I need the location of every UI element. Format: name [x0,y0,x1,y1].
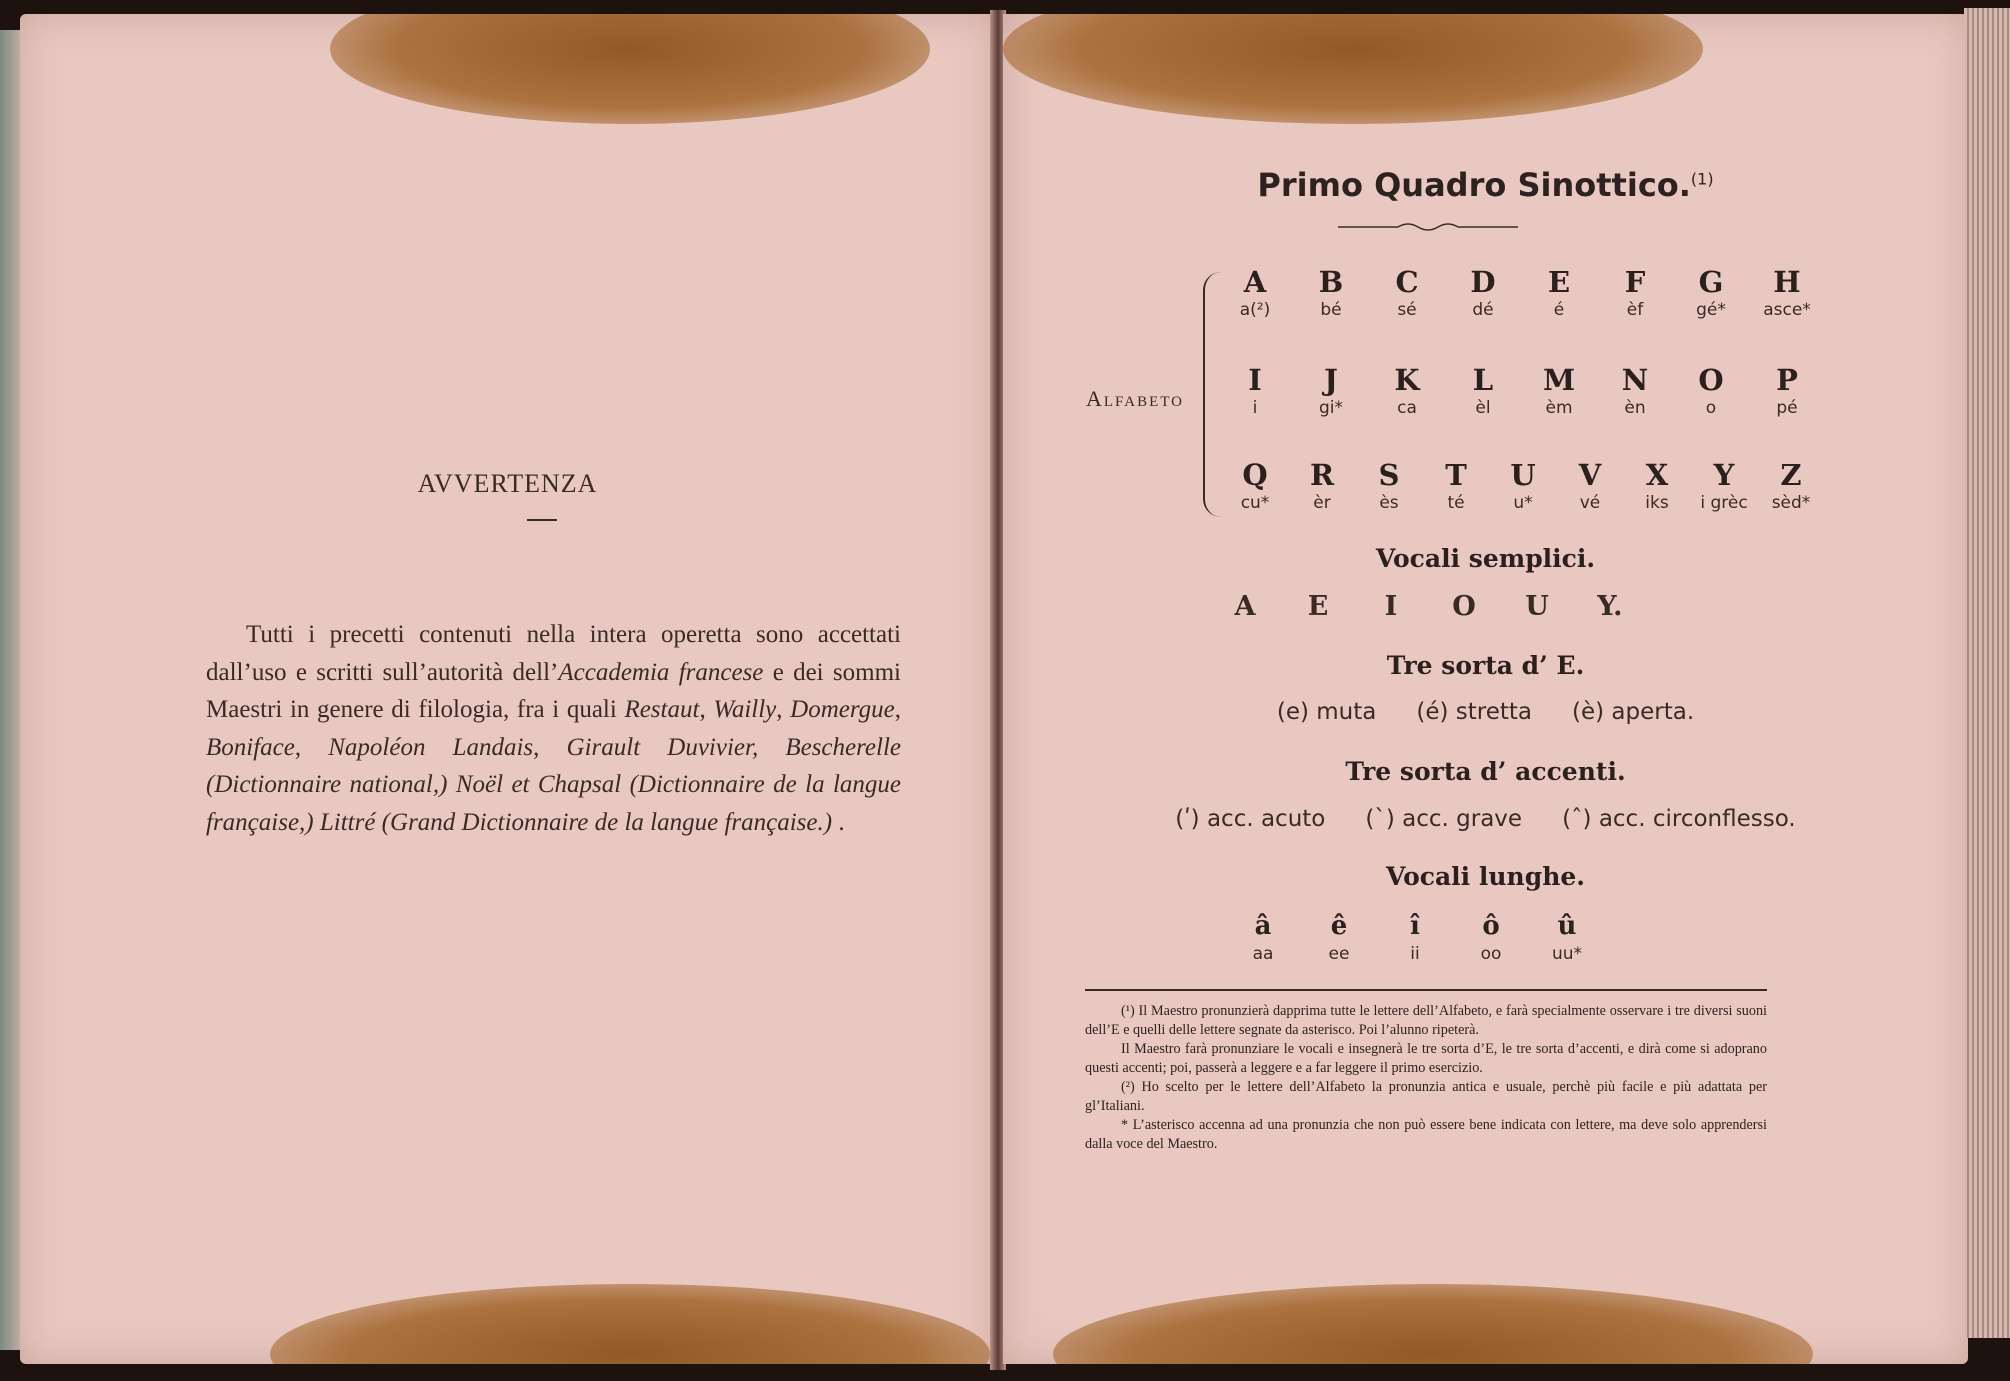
text-segment: , [533,733,567,761]
alphabet-letter-cell [1529,266,1589,322]
italic-segment: Boniface [206,733,295,761]
letter: C [1395,265,1419,299]
letter: Y [1713,458,1735,492]
footnote: (²) Ho scelto per le lettere dell’Alfabeto la pronunzia antica e usuale, perchè più facile e più adattata per gl’Italiani. [1085,1079,1767,1114]
list-item: (e) muta [1276,699,1377,725]
alphabet-letter-cell [1453,266,1513,322]
water-stain [1003,14,1703,124]
alphabet-letter-cell [1225,364,1285,420]
text-segment: . [832,808,845,836]
right-page [1003,14,1968,1364]
long-vowel-cell [1461,910,1521,966]
alphabet-label: Alfabeto [1086,386,1185,411]
list-item: (ˆ) acc. circonflesso. [1562,806,1796,832]
long-vowel-cell [1385,910,1445,966]
alphabet-letter-cell [1225,266,1285,322]
text-segment: Tutti i precetti contenuti nella intera operetta sono accettati dall’uso e scritti sull’autorità dell’ [206,621,901,686]
letter: G [1698,265,1724,299]
water-stain [270,1284,990,1364]
long-vowel-cell [1233,910,1293,966]
text-segment: , [894,696,902,723]
pronunciation: uu* [1551,944,1583,964]
list-item: (é) stretta [1416,699,1532,725]
pronunciation: é [1553,300,1565,320]
italic-segment: Wailly [713,696,777,723]
letter: M [1542,363,1576,397]
alphabet-brace [1203,272,1225,517]
tre-sorta-accenti-heading: Tre sorta d’ accenti. [1345,757,1626,786]
long-vowel: û [1557,911,1577,941]
alphabet-letter-cell [1292,459,1352,515]
pronunciation: sèd* [1771,493,1811,513]
long-vowel: ê [1330,911,1348,941]
long-vowel: â [1254,911,1272,941]
vowel: E [1307,591,1329,622]
left-page [20,14,995,1364]
pronunciation: èl [1475,398,1491,418]
vowel: A [1234,591,1256,622]
pronunciation: ès [1379,493,1399,513]
pronunciation: u* [1513,493,1533,513]
water-stain [330,14,930,124]
letter: E [1547,265,1571,299]
letter: S [1378,458,1400,492]
letter: T [1445,458,1467,492]
advertenza-paragraph [206,616,901,841]
pronunciation: èf [1626,300,1644,320]
alphabet-letter-cell [1605,364,1665,420]
italic-segment: Restaut [624,696,700,723]
alphabet-letter-cell [1694,459,1754,515]
vocali-semplici-heading: Vocali semplici. [1375,544,1596,573]
text-segment: , [699,696,714,723]
letter: D [1470,265,1496,299]
vowel: U [1525,591,1549,622]
pronunciation: té [1447,493,1465,513]
italic-segment: Girault Duvivier, Bescherelle (Dictionnaire national,) Noël et Chapsal (Dictionnaire de la langue française,) Littré (Grand Dictionnaire de la langue française.) [206,733,902,836]
alphabet-letter-cell [1301,364,1361,420]
pronunciation: oo [1480,944,1502,964]
pronunciation: cu* [1240,493,1270,513]
pronunciation: sé [1397,300,1417,320]
pronunciation: bé [1320,300,1342,320]
pronunciation: aa [1252,944,1274,964]
long-vowel-cell [1537,910,1597,966]
letter: V [1578,458,1602,492]
vowel: I [1384,591,1398,622]
pronunciation: iks [1645,493,1669,513]
tre-sorta-e-list [1003,699,1968,725]
letter: B [1318,265,1344,299]
alphabet-letter-cell [1225,459,1285,515]
letter: P [1776,363,1798,397]
alphabet-letter-cell [1377,266,1437,322]
water-stain [1053,1284,1813,1364]
letter: F [1624,265,1646,299]
pronunciation: gi* [1318,398,1343,418]
pronunciation: i [1252,398,1258,418]
pronunciation: gé* [1696,300,1726,320]
alphabet-letter-cell [1359,459,1419,515]
alphabet-letter-cell [1757,266,1817,322]
pronunciation: èr [1313,493,1331,513]
pronunciation: dé [1472,300,1494,320]
advertenza-body [206,616,901,841]
italic-segment: Domergue [790,696,895,723]
pronunciation: èm [1545,398,1573,418]
alphabet-letter-cell [1681,266,1741,322]
alphabet-letter-cell [1761,459,1821,515]
list-item: (ʹ) acc. acuto [1175,806,1326,832]
letter: I [1248,363,1262,397]
footnotes [1085,1002,1767,1154]
alphabet-letter-cell [1627,459,1687,515]
alphabet-letter-cell [1301,266,1361,322]
pronunciation: èn [1624,398,1646,418]
footnote: (¹) Il Maestro pronunzierà dapprima tutte le lettere dell’Alfabeto, e farà specialmente osservare i tre diversi suoni dell’E e quelli delle lettere segnate da asterisco. Poi l’alunno ripeterà. [1085,1003,1767,1038]
alphabet-letter-cell [1560,459,1620,515]
letter: K [1394,363,1420,397]
heading-rule [527,519,557,521]
vowel: O [1452,591,1476,622]
letter: R [1309,458,1335,492]
long-vowel-cell [1309,910,1369,966]
pronunciation: i grèc [1700,493,1748,513]
vocali-lunghe-heading: Vocali lunghe. [1385,862,1585,891]
pronunciation: pé [1776,398,1798,418]
alphabet-letter-cell [1529,364,1589,420]
letter: A [1243,265,1267,299]
page-title [1003,166,1968,204]
page-edges-right [1964,8,2010,1338]
tre-sorta-accenti-list [1003,806,1968,832]
advertenza-heading: AVVERTENZA [417,469,598,498]
title-ornament [1338,221,1518,233]
vowel: Y. [1597,591,1623,622]
pronunciation: a(²) [1239,300,1271,320]
alphabet-letter-cell [1426,459,1486,515]
list-item: (è) aperta. [1572,699,1695,725]
long-vowel: î [1410,911,1420,941]
footnote-rule [1085,989,1767,991]
tre-sorta-e-heading: Tre sorta d’ E. [1386,651,1585,680]
pronunciation: o [1705,398,1717,418]
alphabet-letter-cell [1681,364,1741,420]
text-segment: , [776,696,791,723]
letter: L [1472,363,1494,397]
long-vowel: ô [1482,911,1500,941]
letter: N [1621,363,1649,397]
pronunciation: ca [1397,398,1417,418]
text-segment: , [294,733,329,761]
footnote: Il Maestro farà pronunziare le vocali e insegnerà le tre sorta d’E, le tre sorta d’accenti, e dirà come si adoprano questi accenti; poi, passerà a leggere e a far leggere il primo esercizio. [1085,1041,1767,1076]
pronunciation: vé [1579,493,1601,513]
letter: J [1324,363,1338,397]
italic-segment: Accademia francese [558,658,764,686]
letter: O [1698,363,1724,397]
footnote: * L’asterisco accenna ad una pronunzia che non può essere bene indicata con lettere, ma deve solo apprendersi dalla voce del Maestro. [1085,1117,1767,1152]
title-text: Primo Quadro Sinottico. [1257,166,1691,204]
letter: Q [1242,458,1268,492]
italic-segment: Napoléon Landais [328,733,534,761]
title-footnote-mark: (1) [1690,169,1714,189]
pronunciation: asce* [1763,300,1811,320]
list-item: (ˋ) acc. grave [1365,806,1523,832]
letter: X [1645,458,1669,492]
pronunciation: ee [1328,944,1350,964]
alphabet-letter-cell [1453,364,1513,420]
text-segment: e dei sommi Maestri in genere di filologia, fra i quali [206,658,901,723]
alphabet-letter-cell [1757,364,1817,420]
letter: U [1510,458,1536,492]
letter: H [1773,265,1801,299]
alphabet-letter-cell [1377,364,1437,420]
alphabet-letter-cell [1493,459,1553,515]
alphabet-letter-cell [1605,266,1665,322]
letter: Z [1780,458,1802,492]
pronunciation: ii [1410,944,1420,964]
